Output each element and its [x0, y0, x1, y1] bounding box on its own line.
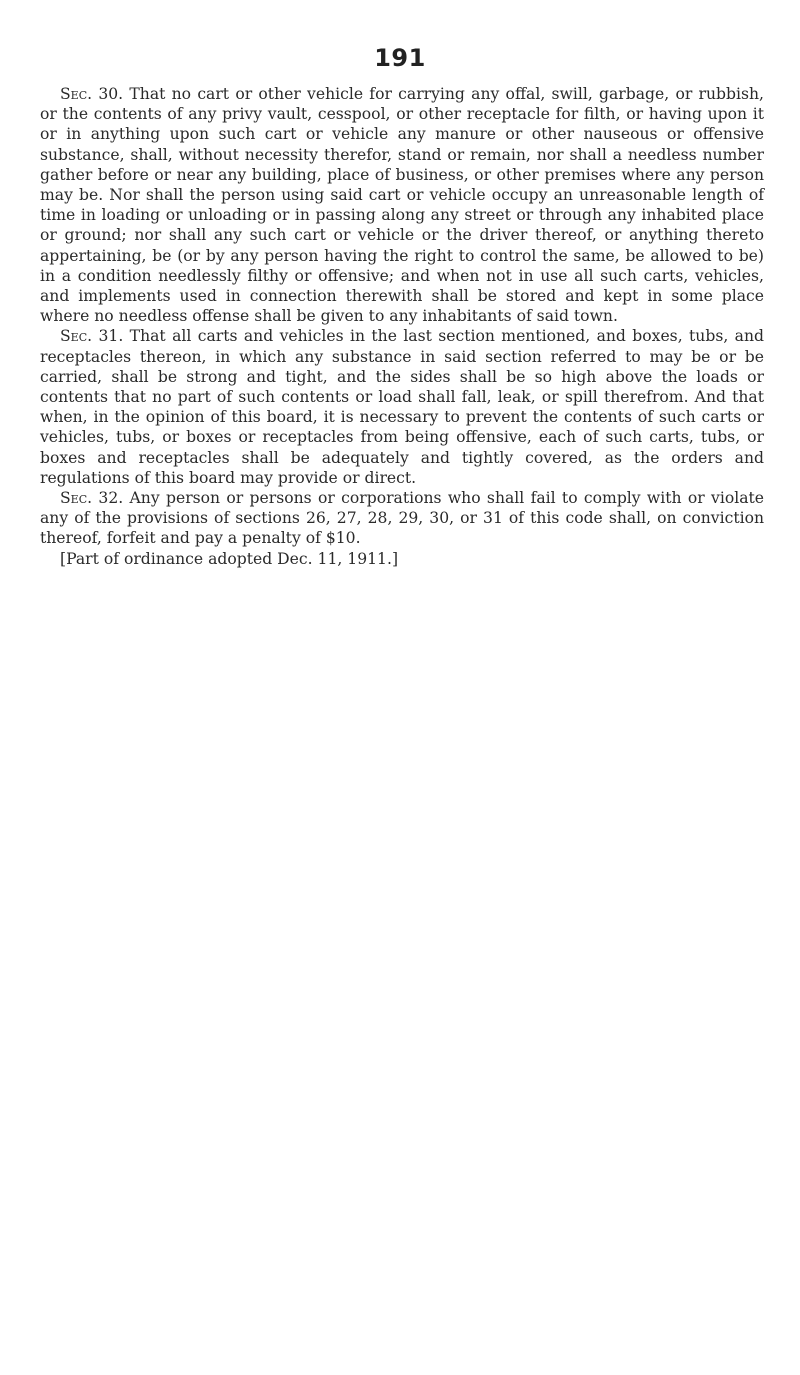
document-body — [40, 84, 764, 569]
section-label: Sec. 32. — [60, 489, 124, 508]
section-text: That no cart or other vehicle for carrying any offal, swill, garbage, or rubbish, or the contents of any privy vault, cesspool, or other receptacle for filth, or having upon it or in anything upon such cart or vehicle any manure or other nauseous or offensive substance, shall, without necessity therefor, stand or remain, nor shall a needless number gather before or near any building, place of business, or other premises where any person may be. Nor shall the person using said cart or vehicle occupy an unreasonable length of time in loading or unloading or in passing along any street or through any inhabited place or ground; nor shall any such cart or vehicle or the driver thereof, or anything thereto appertaining, be (or by any person having the right to control the same, be allowed to be) in a condition needlessly filthy or offensive; and when not in use all such carts, vehicles, and implements used in connection therewith shall be stored and kept in some place where no needless offense shall be given to any inhabitants of said town. — [40, 85, 764, 326]
section-30 — [40, 84, 764, 326]
section-text: That all carts and vehicles in the last section mentioned, and boxes, tubs, and receptacles thereon, in which any substance in said section referred to may be or be carried, shall be strong and tight, and the sides shall be so high above the loads or contents that no part of such contents or load shall fall, leak, or spill therefrom. And that when, in the opinion of this board, it is necessary to prevent the contents of such carts or vehicles, tubs, or boxes or receptacles from being offensive, each of such carts, tubs, or boxes and receptacles shall be adequately and tightly covered, as the orders and regulations of this board may provide or direct. — [40, 327, 764, 487]
section-label: Sec. 31. — [60, 327, 124, 346]
section-text: Any person or persons or corporations who shall fail to comply with or violate any of the provisions of sections 26, 27, 28, 29, 30, or 31 of this code shall, on conviction thereof, forfeit and pay a penalty of $10. — [40, 489, 764, 548]
section-label: Sec. 30. — [60, 85, 124, 103]
section-31 — [40, 326, 764, 488]
page-number: 191 — [374, 44, 426, 72]
ordinance-note: [Part of ordinance adopted Dec. 11, 1911.] — [60, 549, 399, 568]
section-32 — [40, 488, 764, 549]
